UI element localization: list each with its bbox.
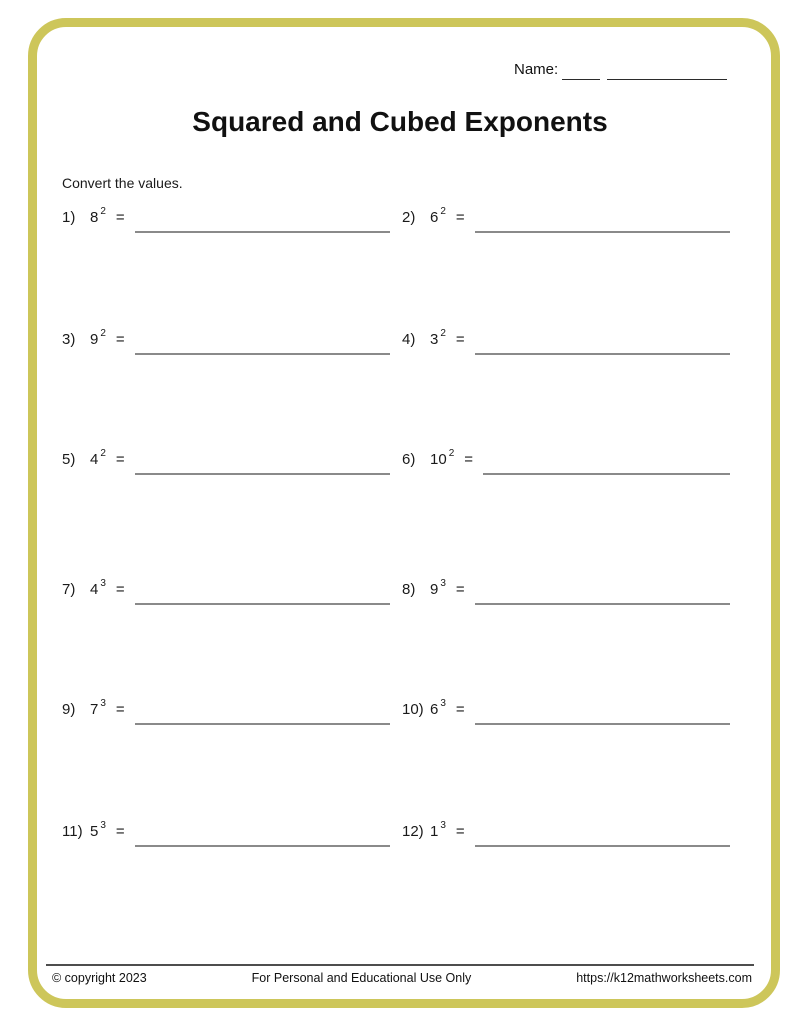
equals-sign: = [455, 331, 465, 348]
problem-exponent: 2 [448, 448, 455, 459]
equals-sign: = [115, 581, 125, 598]
problem-base: 10 [430, 451, 447, 468]
answer-line [135, 450, 390, 475]
footer-url: https://k12mathworksheets.com [576, 971, 752, 985]
problem-exponent: 3 [440, 820, 446, 831]
problem-number: 5) [62, 451, 76, 468]
page-title: Squared and Cubed Exponents [192, 106, 608, 137]
answer-line [135, 700, 390, 725]
answer-line [483, 450, 730, 475]
answer-line [135, 822, 390, 847]
problem-item-9 [62, 700, 390, 822]
problem-item-12 [402, 822, 730, 882]
problem-base: 6 [430, 209, 439, 226]
problem-base: 7 [90, 701, 99, 718]
problem-exponent: 3 [100, 698, 106, 709]
problem-item-7 [62, 580, 390, 700]
problem-exponent: 2 [100, 328, 106, 339]
problem-item-5 [62, 450, 390, 580]
problems-grid [62, 208, 730, 882]
name-underline-segment [562, 61, 600, 80]
problem-exponent: 3 [100, 578, 106, 589]
equals-sign: = [455, 823, 465, 840]
answer-line [135, 330, 390, 355]
problem-base: 4 [90, 581, 99, 598]
problem-number: 12) [402, 823, 424, 840]
problem-base: 9 [90, 331, 99, 348]
equals-sign: = [115, 331, 125, 348]
footer-copyright: © copyright 2023 [52, 971, 147, 985]
problem-item-4 [402, 330, 730, 450]
problem-item-6 [402, 450, 730, 580]
problem-number: 7) [62, 581, 76, 598]
problem-exponent: 2 [440, 328, 446, 339]
problem-item-2 [402, 208, 730, 330]
problem-item-10 [402, 700, 730, 822]
equals-sign: = [115, 823, 125, 840]
problem-exponent: 3 [440, 698, 446, 709]
footer [52, 971, 752, 985]
answer-line [475, 330, 730, 355]
problem-base: 8 [90, 209, 99, 226]
equals-sign: = [464, 451, 474, 468]
problem-exponent: 2 [440, 206, 446, 217]
footer-usage-text: For Personal and Educational Use Only [251, 971, 472, 985]
equals-sign: = [455, 701, 465, 718]
problem-item-1 [62, 208, 390, 330]
footer-divider [46, 964, 754, 966]
problem-number: 9) [62, 701, 76, 718]
problem-exponent: 3 [440, 578, 446, 589]
problem-exponent: 2 [100, 206, 106, 217]
answer-line [475, 580, 730, 605]
problem-base: 9 [430, 581, 439, 598]
problem-number: 2) [402, 209, 416, 226]
problem-number: 1) [62, 209, 76, 226]
answer-line [135, 208, 390, 233]
problem-number: 6) [402, 451, 416, 468]
problem-base: 3 [430, 331, 439, 348]
name-underline-segment [607, 61, 727, 80]
problem-base: 4 [90, 451, 99, 468]
equals-sign: = [455, 581, 465, 598]
equals-sign: = [455, 209, 465, 226]
answer-line [475, 208, 730, 233]
answer-line [475, 700, 730, 725]
problem-exponent: 2 [100, 448, 106, 459]
problem-number: 8) [402, 581, 416, 598]
problem-item-3 [62, 330, 390, 450]
problem-number: 10) [402, 701, 424, 718]
answer-line [475, 822, 730, 847]
problem-base: 6 [430, 701, 439, 718]
equals-sign: = [115, 451, 125, 468]
answer-line [135, 580, 390, 605]
problem-base: 5 [90, 823, 99, 840]
equals-sign: = [115, 209, 125, 226]
name-field [514, 60, 727, 80]
problem-number: 4) [402, 331, 416, 348]
problem-item-11 [62, 822, 390, 882]
equals-sign: = [115, 701, 125, 718]
problem-number: 11) [62, 823, 83, 840]
problem-item-8 [402, 580, 730, 700]
instructions-text: Convert the values. [62, 175, 183, 191]
problem-base: 1 [430, 823, 439, 840]
problem-exponent: 3 [100, 820, 106, 831]
name-label: Name: [514, 61, 559, 78]
problem-number: 3) [62, 331, 76, 348]
